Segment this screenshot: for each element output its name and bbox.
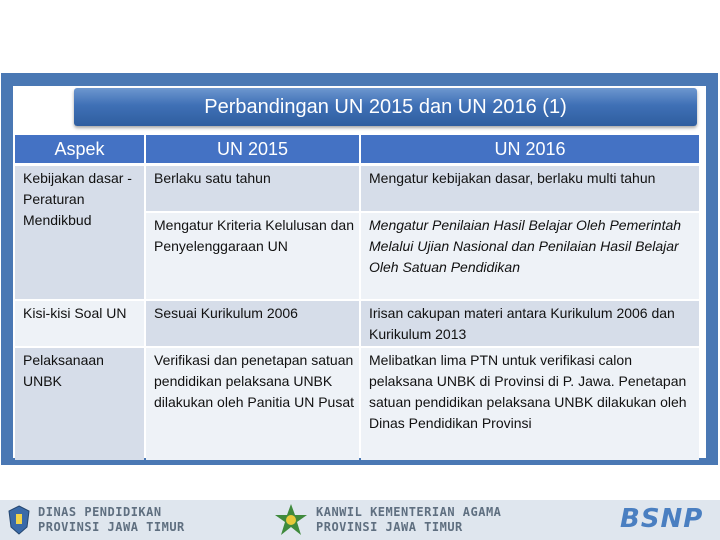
slide-title: Perbandingan UN 2015 dan UN 2016 (1) [74,88,697,126]
aspek-kisi-kisi: Kisi-kisi Soal UN [15,301,144,346]
logo2-line1: KANWIL KEMENTERIAN AGAMA [316,505,502,519]
bsnp-logo: BSNP [620,504,704,534]
un2016-row4: Melibatkan lima PTN untuk verifikasi calon pelaksana UNBK di Provinsi di P. Jawa. Penetapan satuan pendidikan pelaksana UNBK dilakukan oleh Dinas Pendidikan Provinsi [361,348,699,460]
kemenag-emblem-icon [274,503,308,537]
logo1-text [38,505,185,535]
aspek-pelaksanaan: Pelaksanaan UNBK [15,348,144,460]
header-un2016: UN 2016 [361,135,699,163]
un2016-row1: Mengatur kebijakan dasar, berlaku multi tahun [361,166,699,211]
un2015-row3: Sesuai Kurikulum 2006 [146,301,359,346]
footer-logo-bar [0,500,720,540]
logo2-line2: PROVINSI JAWA TIMUR [316,520,463,534]
un2015-row2: Mengatur Kriteria Kelulusan dan Penyelenggaraan UN [146,213,359,299]
un2016-row2: Mengatur Penilaian Hasil Belajar Oleh Pemerintah Melalui Ujian Nasional dan Penilaian Hasil Belajar Oleh Satuan Pendidikan [361,213,699,299]
un2016-row3: Irisan cakupan materi antara Kurikulum 2006 dan Kurikulum 2013 [361,301,699,346]
un2015-row4: Verifikasi dan penetapan satuan pendidikan pelaksana UNBK dilakukan oleh Panitia UN Pusat [146,348,359,460]
un2015-row1: Berlaku satu tahun [146,166,359,211]
aspek-kebijakan: Kebijakan dasar - Peraturan Mendikbud [15,166,144,299]
logo2-text [316,505,501,535]
logo1-line1: DINAS PENDIDIKAN [38,505,162,519]
header-aspek: Aspek [15,135,144,163]
logo1-line2: PROVINSI JAWA TIMUR [38,520,185,534]
header-un2015: UN 2015 [146,135,359,163]
dinas-pendidikan-emblem-icon [8,505,30,535]
